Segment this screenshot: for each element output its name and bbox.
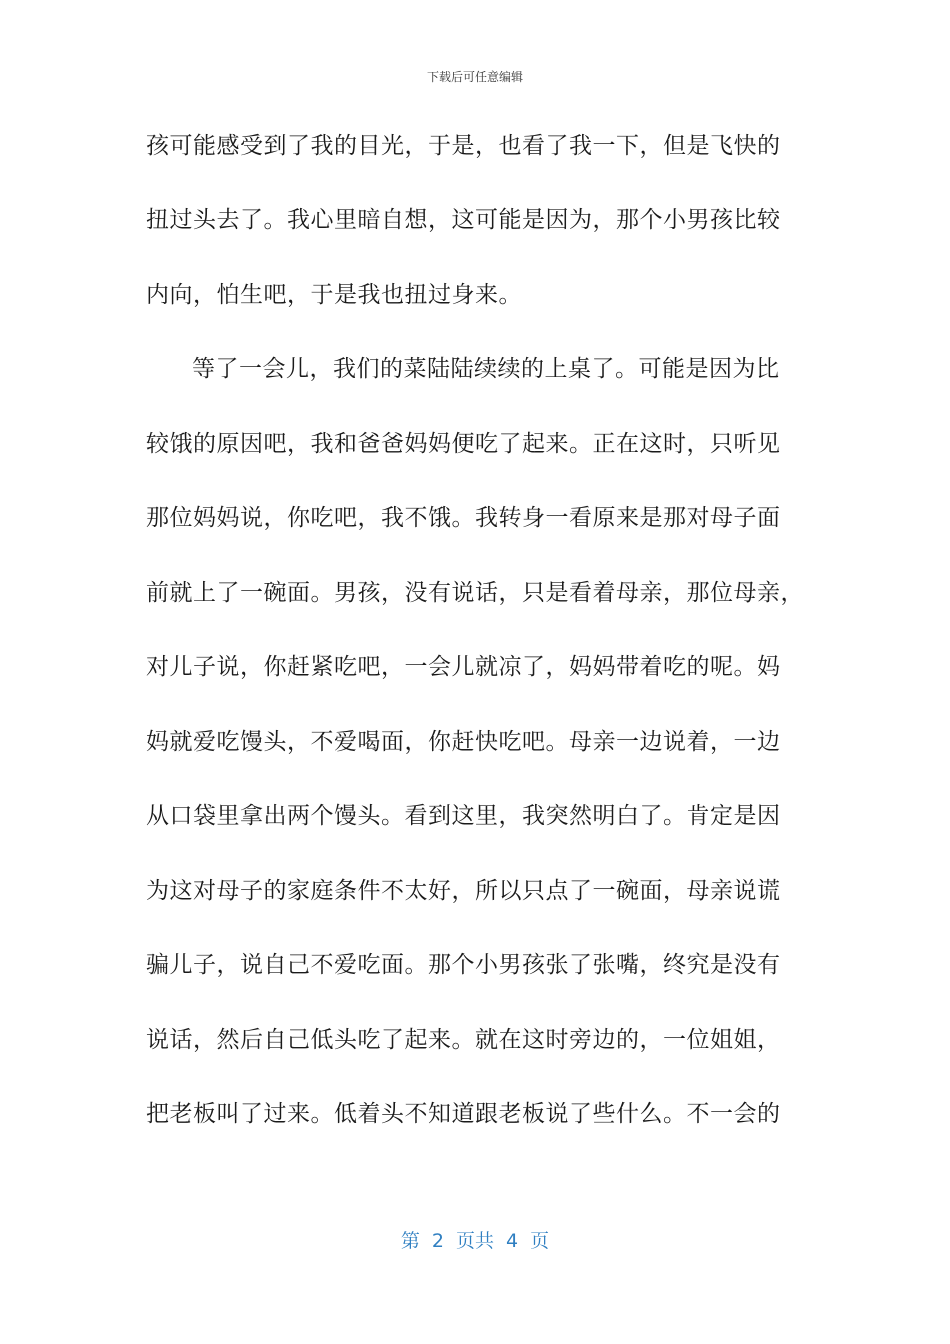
page-footer — [0, 1226, 950, 1253]
text-line: 把老板叫了过来。低着头不知道跟老板说了些什么。不一会的 — [146, 1101, 781, 1127]
footer-suffix: 页 — [530, 1230, 550, 1252]
text-line: 骗儿子，说自己不爱吃面。那个小男孩张了张嘴，终究是没有 — [146, 952, 781, 978]
text-line: 内向，怕生吧，于是我也扭过身来。 — [146, 282, 522, 308]
text-line: 妈就爱吃馒头，不爱喝面，你赶快吃吧。母亲一边说着，一边 — [146, 729, 781, 755]
text-line: 前就上了一碗面。男孩，没有说话，只是看着母亲，那位母亲， — [146, 580, 804, 606]
footer-prefix: 第 — [400, 1230, 420, 1252]
text-line: 对儿子说，你赶紧吃吧，一会儿就凉了，妈妈带着吃的呢。妈 — [146, 654, 781, 680]
text-line: 较饿的原因吧，我和爸爸妈妈便吃了起来。正在这时，只听见 — [146, 431, 781, 457]
footer-middle: 页共 — [455, 1230, 494, 1252]
text-line: 说话，然后自己低头吃了起来。就在这时旁边的，一位姐姐， — [146, 1027, 781, 1053]
text-line: 孩可能感受到了我的目光，于是，也看了我一下，但是飞快的 — [146, 133, 781, 159]
current-page-number: 2 — [431, 1230, 444, 1252]
text-line: 扭过头去了。我心里暗自想，这可能是因为，那个小男孩比较 — [146, 207, 781, 233]
page-header: 下载后可任意编辑 — [426, 70, 523, 84]
paragraph-start-line: 等了一会儿，我们的菜陆陆续续的上桌了。可能是因为比 — [192, 356, 780, 382]
text-line: 那位妈妈说，你吃吧，我不饿。我转身一看原来是那对母子面 — [146, 505, 781, 531]
text-line: 为这对母子的家庭条件不太好，所以只点了一碗面，母亲说谎 — [146, 878, 781, 904]
text-line: 从口袋里拿出两个馒头。看到这里，我突然明白了。肯定是因 — [146, 803, 781, 829]
total-page-count: 4 — [506, 1230, 519, 1252]
